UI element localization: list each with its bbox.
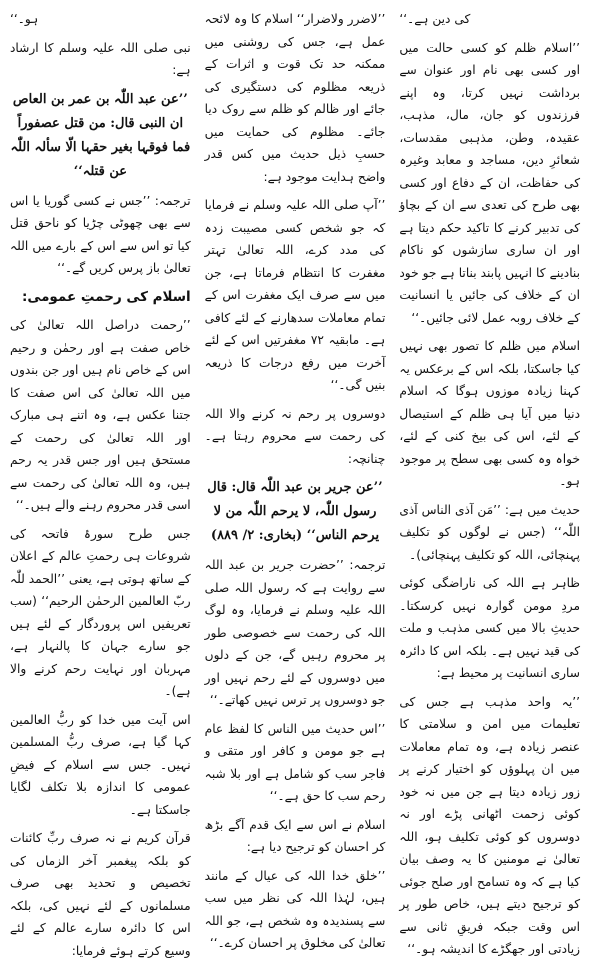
text-column-left <box>10 8 191 968</box>
paragraph: ’’اس حدیث میں الناس کا لفظ عام ہے جو مومن و کافر اور متقی و فاجر سب کو شامل ہے اور بلا شبہ رحم سب کا حق ہے۔‘‘ <box>204 721 386 803</box>
paragraph: ’’رحمت دراصل اللہ تعالیٰ کی خاص صفت ہے اور رحمٰن و رحیم اس کے خاص نام ہیں اور جن بندوں میں اللہ تعالیٰ کی اس صفت کا جتنا عکس ہے، وہ اتنے ہی مبارک اور اللہ تعالیٰ کی رحمت کے مستحق ہیں اور جس قدر یہ رحم ہیں، وہ اللہ تعالیٰ کی رحمت سے اسی قدر محروم رہنے والے ہیں۔‘‘ <box>10 318 191 512</box>
paragraph: اسلام نے اس سے ایک قدم آگے بڑھ کر احسان کو ترجیح دیا ہے: <box>204 817 386 854</box>
paragraph: ’’یہ واحد مذہب ہے جس کی تعلیمات میں امن و سلامتی کا عنصر زیادہ ہے، وہ تمام معاملات میں ان پہلوؤں کو اختیار کرنے پر زور زیادہ دیتا ہے جن میں نہ خود کوئی زحمت اٹھانی پڑے اور نہ دوسروں کو کوئی تکلیف ہو، اللہ تعالیٰ نے مومنین کا یہ وصف بیان کیا ہے کہ وہ تسامح اور صلح جوئی کو ترجیح دیتے ہیں، خاص طور پر اس وقت جبکہ فریقِ ثانی سے زیادتی اور جھگڑے کا اندیشہ ہو۔‘‘ <box>399 694 580 956</box>
paragraph: ترجمہ: ’’حضرت جریر بن عبد اللہ سے روایت ہے کہ رسول اللہ صلی اللہ علیہ وسلم نے فرمایا، وہ لوگ اللہ کی رحمت سے خصوصی طور پر محروم رہیں گے، جن کے دلوں میں دوسروں کے لئے رحم نہیں اور جو دوسروں پر ترس نہیں کھاتے۔‘‘ <box>204 558 386 707</box>
text-column-middle <box>205 8 386 968</box>
arabic-quote: ’’عن عبد اللّٰہ بن عمر بن العاص ان النبی قال: من قتل عصفوراً فما فوقہا بغیر حقہا الّا سألہ اللّٰہ عن قتلہ‘‘ <box>10 91 191 179</box>
paragraph: ’’اسلام ظلم کو کسی حالت میں اور کسی بھی نام اور عنوان سے برداشت نہیں کرتا، وہ اپنے فرزندوں کو جان، مال، مذہب، عقیدہ، وطن، مذہبی مقدسات، شعائرِ دین، مساجد و معابد وغیرہ کی حفاظت، ان کے دفاع اور کسی بھی طرح کی تعدی سے ان کے بچاؤ کی تدبیر کرنے کا تاکید حکم دیتا ہے اور ان ساری سازشوں کو ناکام بنادینے کا انہیں پابند بناتا ہے جو خود ان کے خلاف کی جائیں یا انسانیت کے خلاف روبہ عمل لائی جائیں۔‘‘ <box>399 40 580 325</box>
paragraph: ظاہر ہے اللہ کی ناراضگی کوئی مردِ مومن گوارہ نہیں کرسکتا۔ حدیثِ بالا میں کسی مذہب و ملت کی قید نہیں ہے۔ بلکہ اس کا دائرہ ساری انسانیت پر محیط ہے: <box>399 576 580 680</box>
paragraph: اسلام میں ظلم کا تصور بھی نہیں کیا جاسکتا، بلکہ اس کے برعکس یہ کہنا زیادہ موزوں ہوگا کہ اسلام دنیا میں آیا ہی ظلم کے استیصال کے لئے، اس کی بیخ کنی کے لئے، خواہ وہ کسی بھی سطح پر موجود ہو۔ <box>399 339 580 488</box>
paragraph: قرآن کریم نے نہ صرف ربِّ کائنات کو بلکہ پیغمبر آخر الزماں کی تخصیص و تحدید بھی صرف مسلمانوں کے لئے نہیں کی، بلکہ اس کا دائرہ سارے عالم کے لئے وسیع کرتے ہوئے فرمایا: <box>10 831 191 958</box>
paragraph: ترجمہ: ’’جس نے کسی گوریا یا اس سے بھی چھوٹی چڑیا کو ناحق قتل کیا تو اس سے اس کے بارے میں اللہ تعالیٰ باز پرس کریں گے۔‘‘ <box>10 193 191 275</box>
paragraph: حدیث میں ہے: ’’مَن آذی الناس آذی اللّٰہ‘‘ (جس نے لوگوں کو تکلیف پہنچائی، اللہ کو تکلیف پہنچائی)۔ <box>399 502 580 562</box>
paragraph: دوسروں پر رحم نہ کرنے والا اللہ کی رحمت سے محروم رہتا ہے۔ چنانچہ: <box>204 406 386 466</box>
paragraph: کی دین ہے۔‘‘ <box>399 12 471 26</box>
paragraph: ہو۔‘‘ <box>10 12 39 26</box>
text-column-right <box>399 8 580 968</box>
paragraph: اس آیت میں خدا کو ربُّ العالمین کہا گیا ہے، صرف ربُّ المسلمین نہیں۔ جس سے اسلام کے فیضِ عمومی کا اندازہ بلا تکلف لگایا جاسکتا ہے۔ <box>10 712 191 817</box>
paragraph: ’’لاضرر ولاضرار‘‘ اسلام کا وہ لائحہ عمل ہے، جس کی روشنی میں ممکنہ حد تک قوت و اثرات کے ذریعہ مظلوم کی دستگیری کی جائے اور ظالم کو ظلم سے روک دیا جائے۔ مظلوم کی حمایت میں حسبِ ذیل حدیث میں کس قدر واضح ہدایت موجود ہے: <box>204 12 386 184</box>
arabic-quote: ’’عن جریر بن عبد اللّٰہ قال: قال رسول اللّٰہ، لا یرحم اللّٰہ من لا یرحم الناس‘‘ (بخاری: ۲/ ۸۸۹) <box>207 480 383 543</box>
paragraph: نبی صلی اللہ علیہ وسلم کا ارشاد ہے: <box>10 40 191 77</box>
paragraph: جس طرح سورۂ فاتحہ کی شروعات ہی رحمتِ عالم کے اعلان کے ساتھ ہوتی ہے، یعنی ’’الحمد للّٰہ ربّ العالمین الرحمٰن الرحیم‘‘ (سب تعریفیں اس پروردگار کے لئے ہیں جو سارے جہان کا پالنہار ہے، مہربان اور نہایت رحم کرنے والا ہے)۔ <box>10 526 191 698</box>
paragraph: ’’آپ صلی اللہ علیہ وسلم نے فرمایا کہ جو شخص کسی مصیبت زدہ کی مدد کرے، اللہ تعالیٰ تہتر مغفرت کا انتظام فرماتا ہے، جن میں سے صرف ایک مغفرت اس کے تمام معاملات سدھارنے کے لئے کافی ہے۔ مابقیہ ۷۲ مغفرتیں اس کے لئے آخرت میں رفع درجات کا ذریعہ بنیں گی۔‘‘ <box>204 198 386 392</box>
paragraph: ’’خلق خدا اللہ کی عیال کے مانند ہیں، لہٰذا اللہ کی نظر میں سب سے پسندیدہ وہ شخص ہے، جو اللہ تعالیٰ کی مخلوق پر احسان کرے۔‘‘ <box>204 868 386 950</box>
section-heading: اسلام کی رحمتِ عمومی: <box>22 288 191 305</box>
